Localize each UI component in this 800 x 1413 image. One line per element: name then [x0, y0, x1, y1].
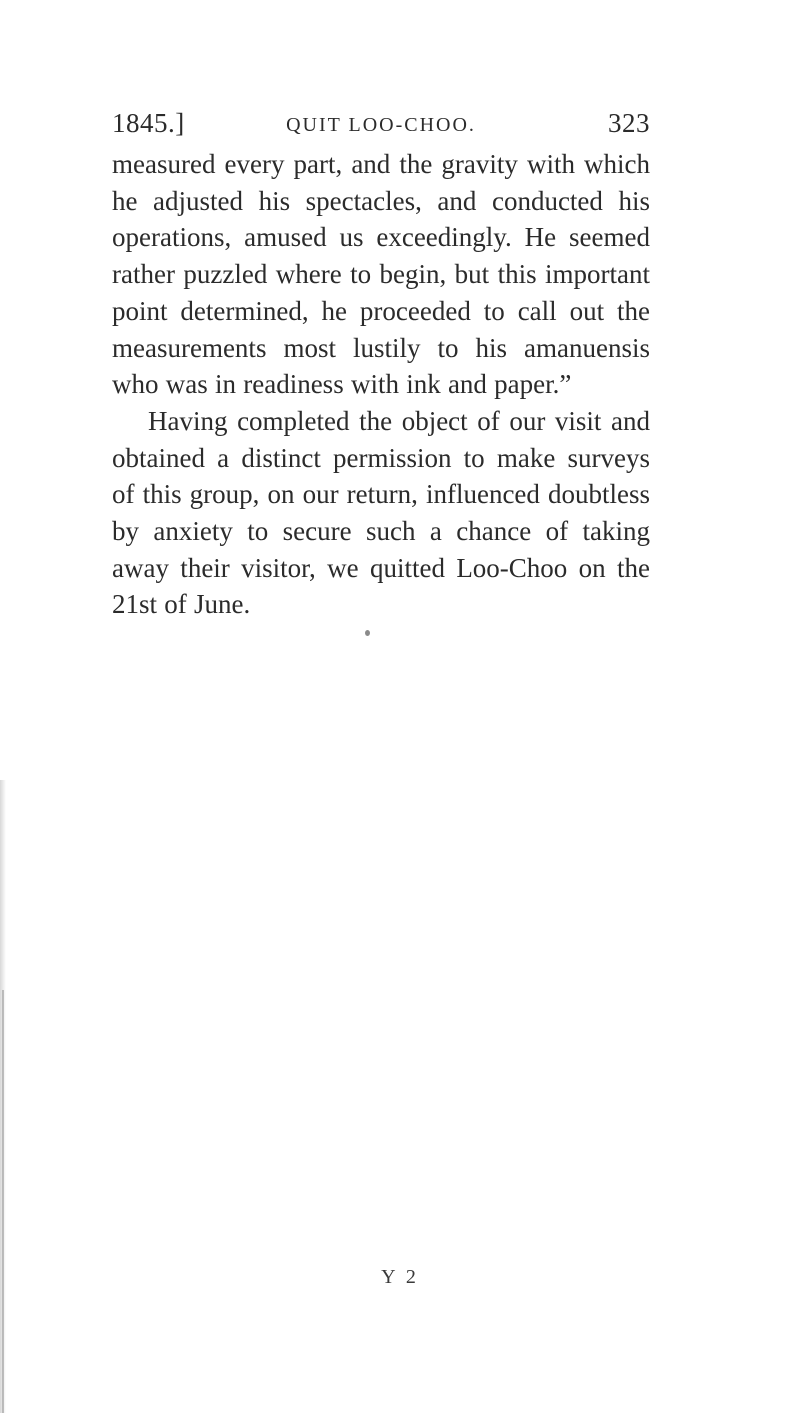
- signature-mark: Y 2: [381, 1266, 419, 1288]
- paragraph-continuation: measured every part, and the gravity with which he adjusted his spectacles, and conducted his operations, amused us exceedingly. He seemed rather puzzled where to begin, but this important point determined, he proceeded to call out the measurements most lustily to his amanuensis who was in readiness with ink and paper.”: [112, 149, 650, 400]
- page-number: 323: [608, 108, 650, 138]
- paragraph: Having completed the object of our visit and obtained a distinct permission to make surveys of this group, on our return, influenced doubtless by anxiety to secure such a chance of taking away their visitor, we quitted Loo-Choo on the 21st of June.: [112, 405, 650, 620]
- gutter-line: [2, 990, 4, 1413]
- running-head-title: QUIT LOO-CHOO.: [286, 114, 476, 136]
- running-head-year: 1845.]: [112, 108, 185, 138]
- running-head: [112, 108, 650, 148]
- body-text: [112, 146, 650, 623]
- ink-speck: [365, 630, 370, 636]
